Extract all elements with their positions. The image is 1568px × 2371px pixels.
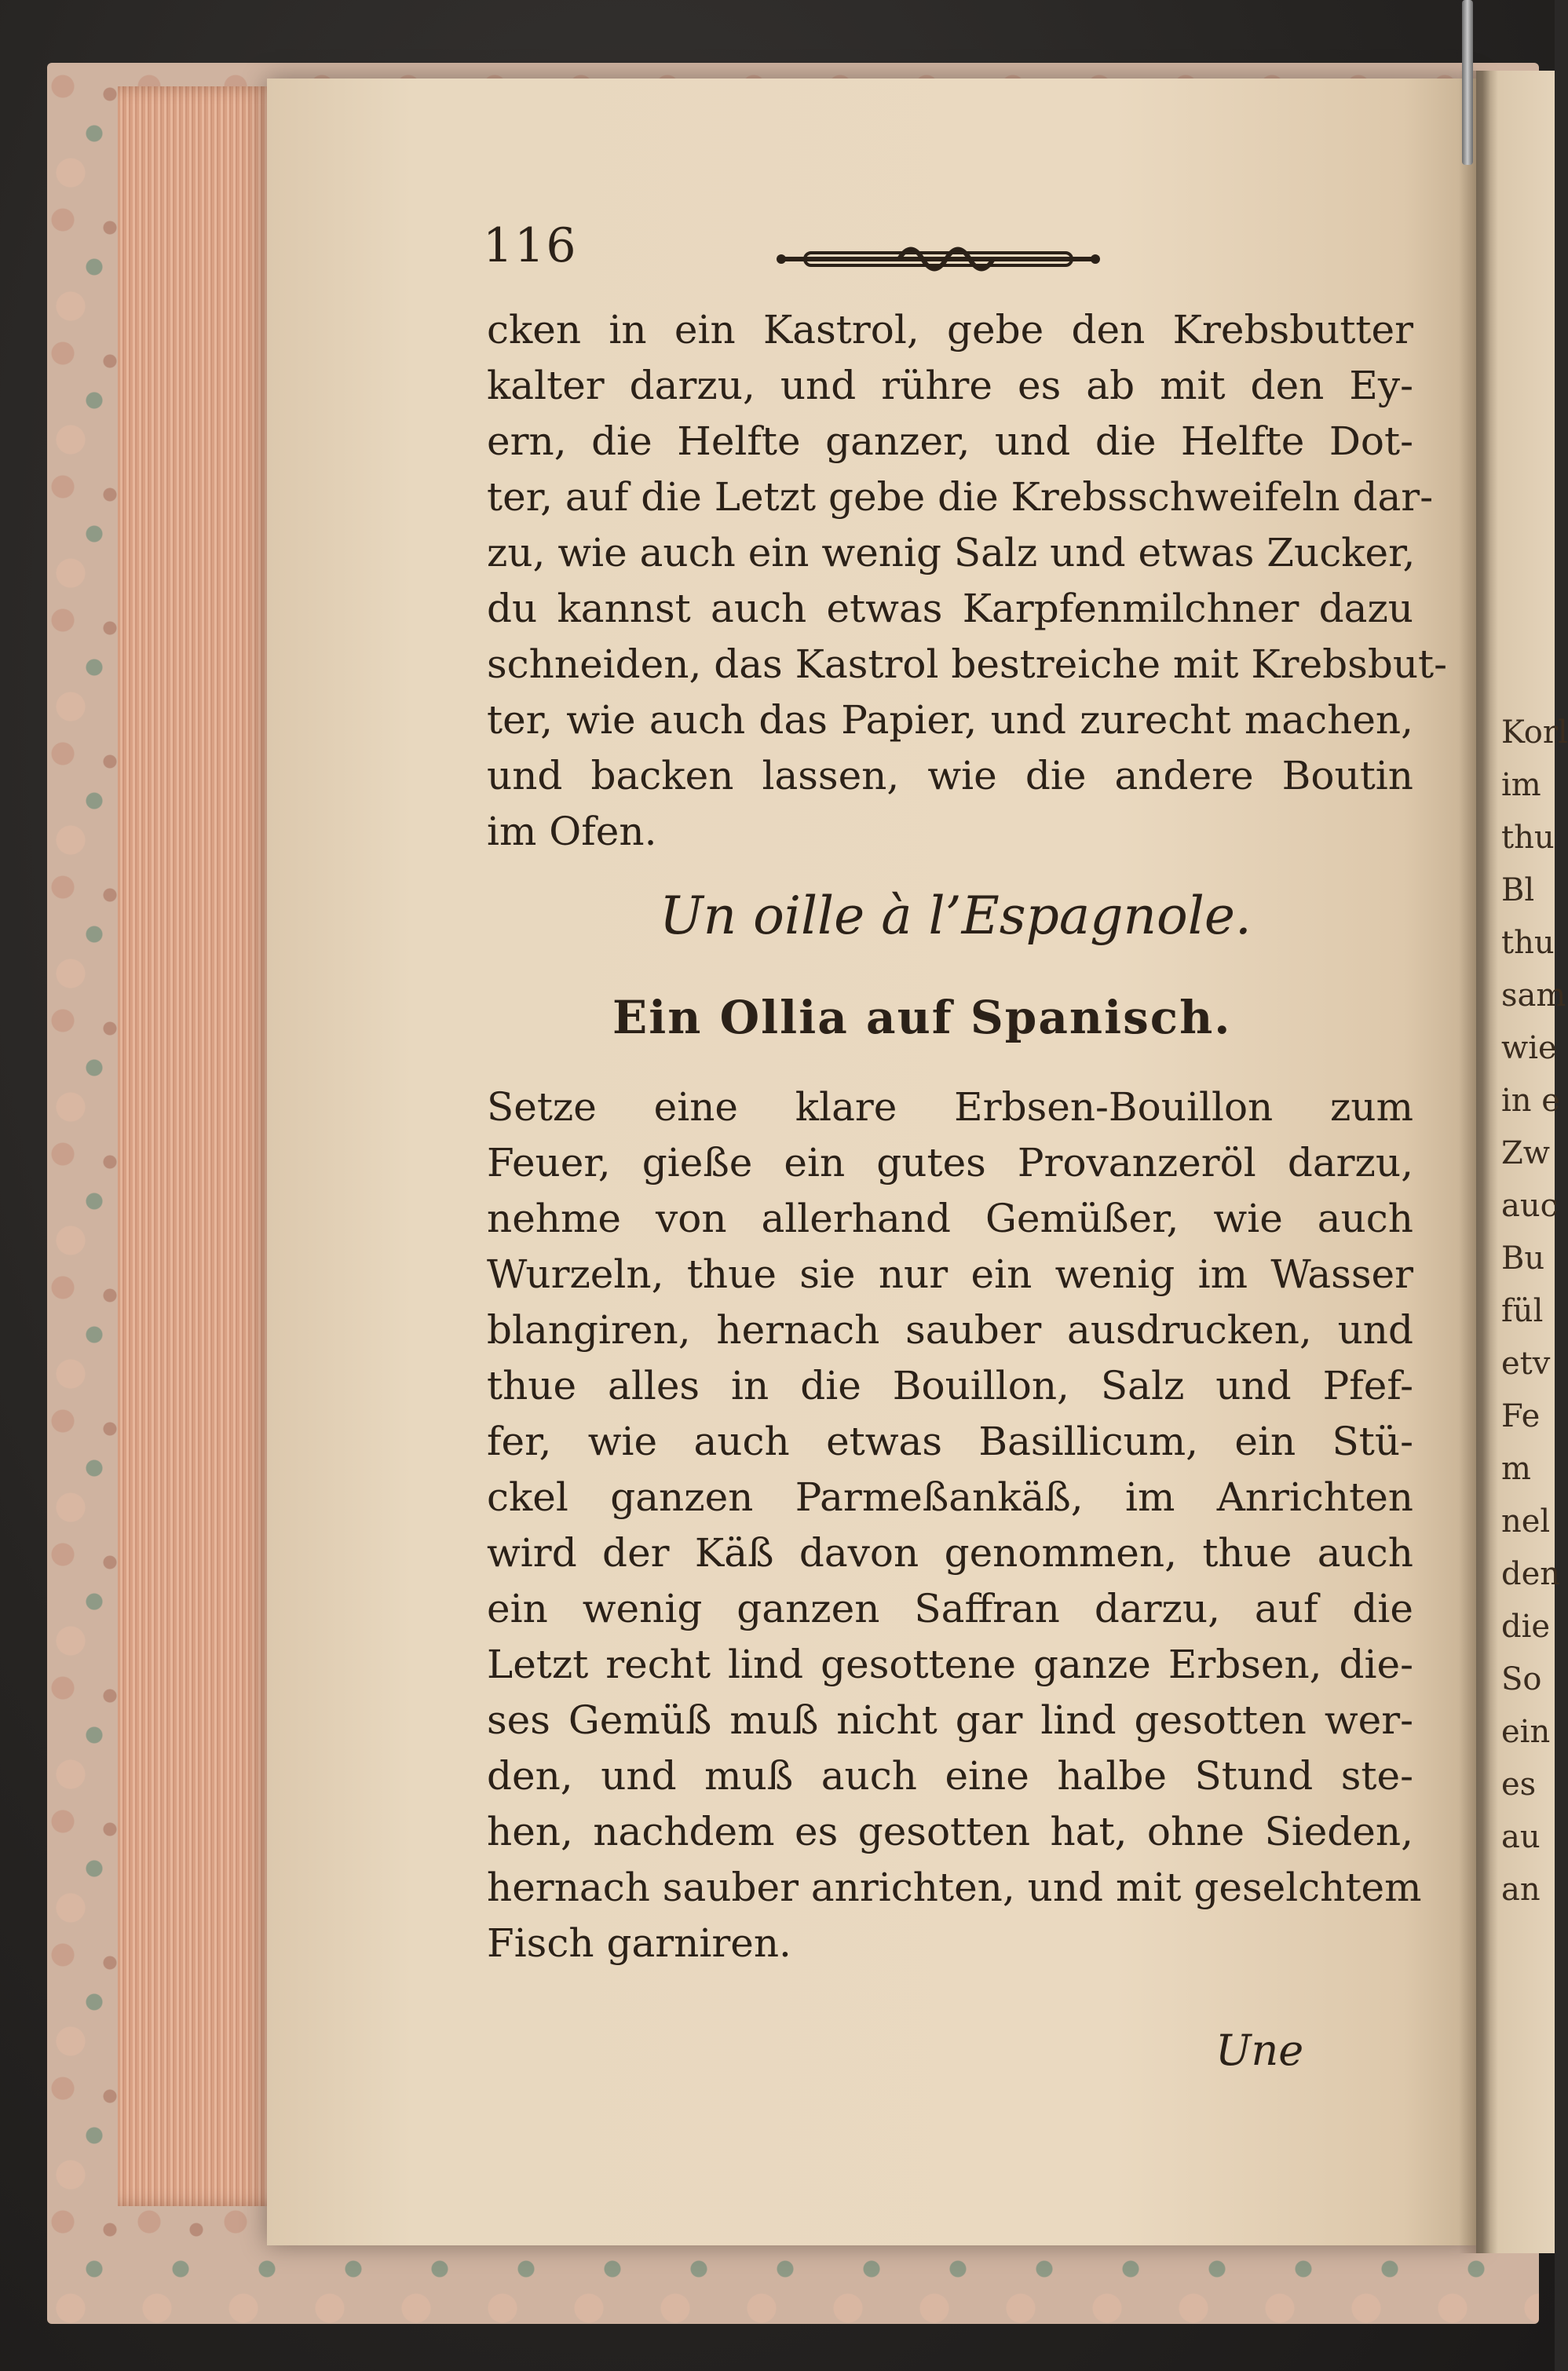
facing-line-fragment: Bl — [1501, 872, 1535, 908]
facing-line-fragment: So — [1501, 1661, 1542, 1697]
facing-line-fragment: thu — [1501, 925, 1555, 961]
facing-line-fragment: auc — [1501, 1188, 1559, 1224]
text-line: zu, wie auch ein wenig Salz und etwas Zucker, — [487, 530, 1416, 575]
facing-line-fragment: au — [1501, 1819, 1541, 1855]
text-line: wird der Käß davon genommen, thue auch — [487, 1530, 1413, 1576]
text-line: im Ofen. — [487, 809, 657, 854]
text-line: fer, wie auch etwas Basillicum, ein Stü- — [487, 1419, 1413, 1464]
text-line: ter, wie auch das Papier, und zurecht machen, — [487, 697, 1413, 743]
catchword: Une — [1215, 2026, 1304, 2075]
paragraph-2 — [487, 1080, 1422, 1971]
text-line: den, und muß auch eine halbe Stund ste- — [487, 1753, 1413, 1799]
text-line: Fisch garniren. — [487, 1920, 791, 1966]
text-line: Feuer, gieße ein gutes Provanzeröl darzu, — [487, 1140, 1413, 1186]
facing-line-fragment: in e — [1501, 1083, 1560, 1119]
text-line: ter, auf die Letzt gebe die Krebsschweifeln dar- — [487, 474, 1434, 520]
text-line: hernach sauber anrichten, und mit geselchtem — [487, 1865, 1422, 1910]
text-line: und backen lassen, wie die andere Boutin — [487, 753, 1413, 798]
facing-line-fragment: sam — [1501, 977, 1566, 1014]
recipe-title-german: Ein Ollia auf Spanisch. — [612, 991, 1232, 1044]
recipe-title-french: Un oille à l’Espagnole. — [660, 886, 1252, 946]
text-line: cken in ein Kastrol, gebe den Krebsbutter — [487, 307, 1413, 353]
page-number: 116 — [483, 218, 578, 273]
facing-line-fragment: Zw — [1501, 1135, 1551, 1171]
text-line: thue alles in die Bouillon, Salz und Pfef- — [487, 1363, 1413, 1408]
text-line: nehme von allerhand Gemüßer, wie auch — [487, 1196, 1413, 1241]
text-line: ern, die Helfte ganzer, und die Helfte Dot- — [487, 418, 1413, 464]
facing-line-fragment: wie — [1501, 1030, 1557, 1066]
facing-line-fragment: den — [1501, 1556, 1561, 1592]
text-line: Setze eine klare Erbsen-Bouillon zum — [487, 1084, 1413, 1130]
facing-line-fragment: nel — [1501, 1503, 1551, 1540]
facing-line-fragment: die — [1501, 1609, 1551, 1645]
facing-line-fragment: fül — [1501, 1293, 1544, 1329]
facing-line-fragment: thu — [1501, 820, 1555, 856]
text-line: ses Gemüß muß nicht gar lind gesotten wer- — [487, 1697, 1413, 1743]
text-line: Letzt recht lind gesottene ganze Erbsen, die- — [487, 1642, 1413, 1687]
text-line: Wurzeln, thue sie nur ein wenig im Wasser — [487, 1251, 1413, 1297]
facing-line-fragment: Fe — [1501, 1398, 1541, 1434]
page-clip — [1462, 0, 1473, 165]
text-line: blangiren, hernach sauber ausdrucken, und — [487, 1307, 1413, 1353]
spine-shadow — [1459, 71, 1498, 2253]
facing-line-fragment: an — [1501, 1872, 1541, 1908]
text-line: kalter darzu, und rühre es ab mit den Ey- — [487, 363, 1413, 408]
ornament-rule-icon — [773, 236, 1103, 283]
facing-line-fragment: es — [1501, 1766, 1537, 1803]
facing-page-text-fragments — [1501, 707, 1568, 1916]
text-line: ein wenig ganzen Saffran darzu, auf die — [487, 1586, 1413, 1631]
facing-line-fragment: ein — [1501, 1714, 1551, 1750]
facing-line-fragment: Bu — [1501, 1240, 1545, 1277]
text-line: hen, nachdem es gesotten hat, ohne Sieden, — [487, 1809, 1413, 1854]
facing-line-fragment: Korl — [1501, 714, 1568, 751]
text-line: du kannst auch etwas Karpfenmilchner dazu — [487, 586, 1413, 631]
facing-line-fragment: im — [1501, 767, 1541, 803]
paragraph-1 — [487, 302, 1448, 860]
text-line: ckel ganzen Parmeßankäß, im Anrichten — [487, 1474, 1413, 1520]
facing-line-fragment: m — [1501, 1451, 1531, 1487]
facing-line-fragment: etv — [1501, 1346, 1551, 1382]
text-line: schneiden, das Kastrol bestreiche mit Krebsbut- — [487, 641, 1448, 687]
